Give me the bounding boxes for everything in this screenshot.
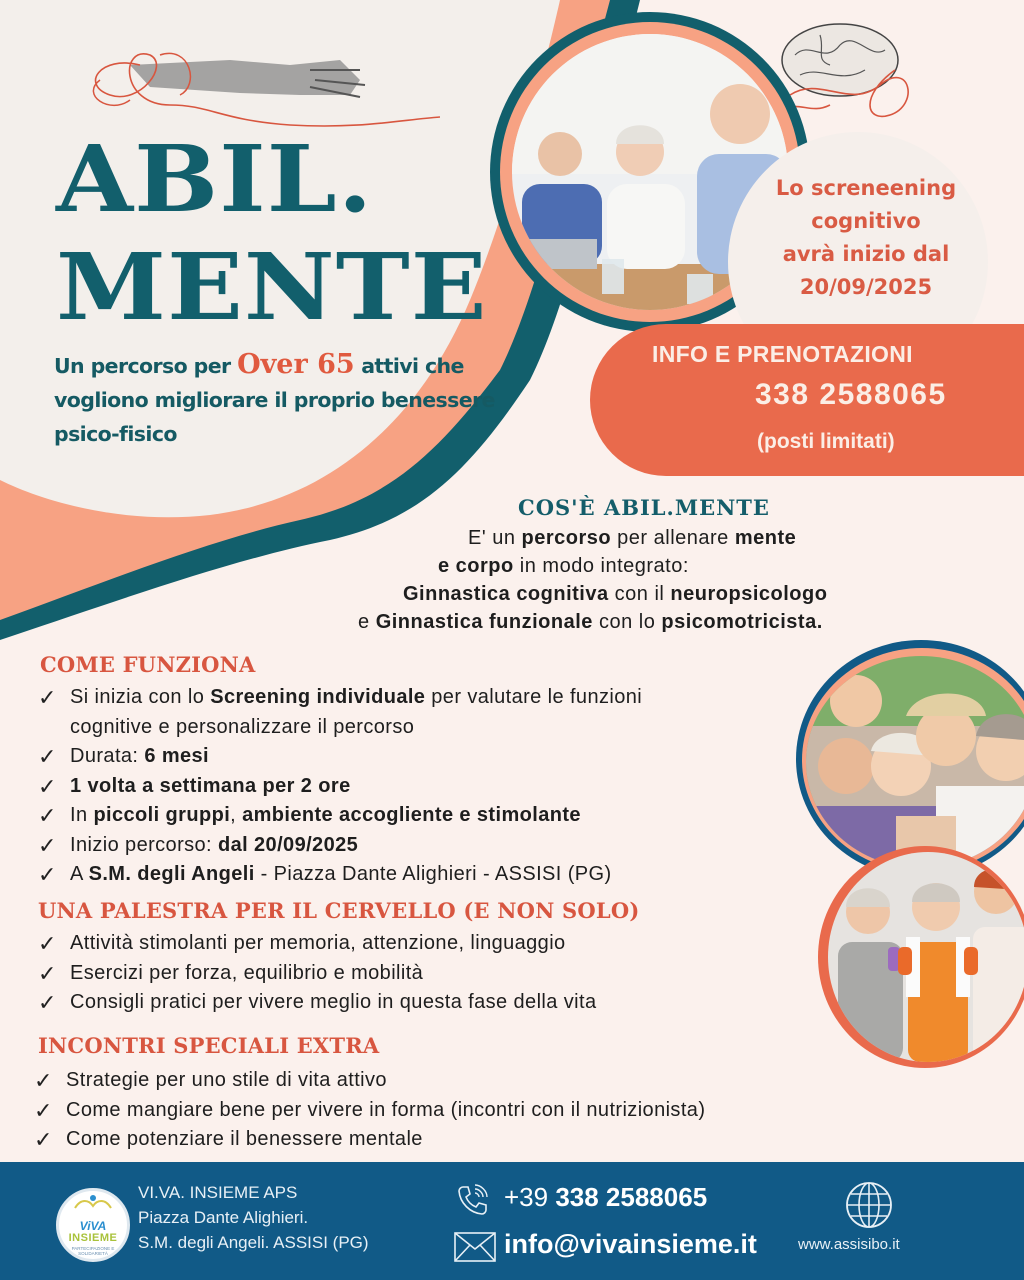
footer-phone[interactable] [504,1182,707,1213]
text: - Piazza Dante Alighieri - ASSISI (PG) [254,863,612,885]
cose-line1 [468,527,796,550]
text-bold: Ginnastica funzionale [375,611,593,633]
screening-date: 20/09/2025 [799,275,933,299]
text-bold: mente [734,527,797,549]
text: Come potenziare il benessere mentale [66,1128,423,1150]
logo-viva: ViVA [79,1219,107,1233]
org-name: VI.VA. INSIEME APS [138,1183,298,1202]
list-item [34,1096,705,1126]
check-icon: ✓ [38,961,57,987]
text: Come mangiare bene per vivere in forma (incontri con il nutrizionista) [66,1098,706,1121]
phone-icon [455,1183,489,1217]
text-bold: S.M. degli Angeli [88,863,255,885]
seniors-with-dumbbells-photo [828,852,1024,1062]
page-title [56,125,488,341]
text-bold: percorso [521,527,612,549]
check-icon: ✓ [38,804,57,829]
subtitle [54,348,514,451]
cose-line3 [403,583,827,606]
text-bold: Screening individuale [210,686,426,708]
check-icon: ✓ [38,745,57,770]
text: Attività stimolanti per memoria, attenzione, linguaggio [70,932,566,954]
org-info [138,1180,369,1255]
over-65-highlight: Over 65 [237,349,355,380]
list-item [38,988,596,1018]
text: E' un [468,527,522,549]
list-item [38,772,642,802]
come-funziona-heading: COME FUNZIONA [40,652,256,677]
title-line2: MENTE [56,233,488,341]
list-item [38,683,642,713]
text: Si inizia con lo [70,686,211,708]
phone-number: 338 2588065 [555,1182,708,1212]
check-icon: ✓ [38,686,57,711]
check-icon: ✓ [38,774,57,800]
text: con lo [592,611,662,633]
check-icon: ✓ [38,991,57,1016]
org-address2: S.M. degli Angeli. ASSISI (PG) [138,1233,369,1252]
text-bold: psicomotricista. [661,611,823,633]
screening-line2: cognitivo [811,209,921,233]
screening-notice [752,172,980,304]
cose-line2 [438,555,689,578]
text: Durata: [70,745,145,767]
cose-heading: COS'È ABIL.MENTE [518,495,770,520]
cose-line4 [358,611,823,634]
phone-prefix: +39 [504,1182,556,1212]
logo-tagline: PARTECIPAZIONE E SOLIDARIETÀ [71,1246,115,1256]
text-bold: dal 20/09/2025 [217,833,359,856]
viva-insieme-logo [56,1188,130,1262]
org-address1: Piazza Dante Alighieri. [138,1208,309,1227]
text-bold: 1 volta a settimana per 2 ore [70,774,351,797]
text-bold: Ginnastica cognitiva [403,583,609,605]
text: Strategie per uno stile di vita attivo [66,1069,387,1091]
screening-line3: avrà inizio dal [782,242,950,266]
list-item [34,1066,705,1096]
palestra-heading: UNA PALESTRA PER IL CERVELLO (E NON SOLO) [38,898,640,923]
title-line1: ABIL. [56,125,374,233]
subtitle-post: attivi che vogliono migliorare il proprio benessere psico-fisico [54,354,495,446]
text: per valutare le funzioni [425,686,643,708]
text-bold: piccoli gruppi [93,804,231,826]
email-icon [454,1232,496,1262]
list-item [38,929,596,959]
text: Esercizi per forza, equilibrio e mobilità [70,961,424,984]
check-icon: ✓ [34,1128,53,1153]
text: A [70,863,89,885]
text: per allenare [611,527,735,549]
list-item [38,801,642,831]
list-item [38,742,642,772]
list-item [34,1125,705,1155]
anatomical-arm-illustration [60,25,440,135]
screening-line1: Lo screneening [775,176,957,200]
text: cognitive e personalizzare il percorso [70,715,415,738]
incontri-heading: INCONTRI SPECIALI EXTRA [38,1033,380,1058]
text: Inizio percorso: [70,833,218,856]
text: in modo integrato: [513,555,689,577]
limited-places-note: (posti limitati) [757,430,895,453]
check-icon: ✓ [34,1069,53,1094]
list-item-continuation [38,713,642,743]
text: In [70,804,94,826]
text: e [358,611,376,633]
check-icon: ✓ [34,1098,53,1124]
come-funziona-list [38,683,642,890]
smiling-seniors-group-photo [806,656,1024,868]
text-bold: 6 mesi [144,745,210,767]
text-bold: neuropsicologo [670,583,828,605]
incontri-list [34,1066,705,1155]
logo-arcs-icon [73,1194,113,1210]
check-icon: ✓ [38,863,57,888]
info-phone[interactable]: 338 2588065 [755,378,947,411]
list-item [38,959,596,989]
logo-insieme: INSIEME [68,1232,118,1244]
check-icon: ✓ [38,833,57,859]
list-item [38,860,642,890]
globe-icon [844,1180,894,1230]
text: , [230,804,243,826]
text-bold: ambiente accogliente e stimolante [242,804,581,826]
footer-email[interactable]: info@vivainsieme.it [504,1229,757,1259]
list-item [38,831,642,861]
palestra-list [38,929,596,1018]
info-title: INFO E PRENOTAZIONI [652,341,913,367]
text: Consigli pratici per vivere meglio in questa fase della vita [70,991,597,1013]
check-icon: ✓ [38,932,57,957]
footer-website[interactable]: www.assisibo.it [798,1236,900,1253]
text-bold: e corpo [438,555,514,577]
text: con il [608,583,671,605]
subtitle-pre: Un percorso per [54,354,238,378]
